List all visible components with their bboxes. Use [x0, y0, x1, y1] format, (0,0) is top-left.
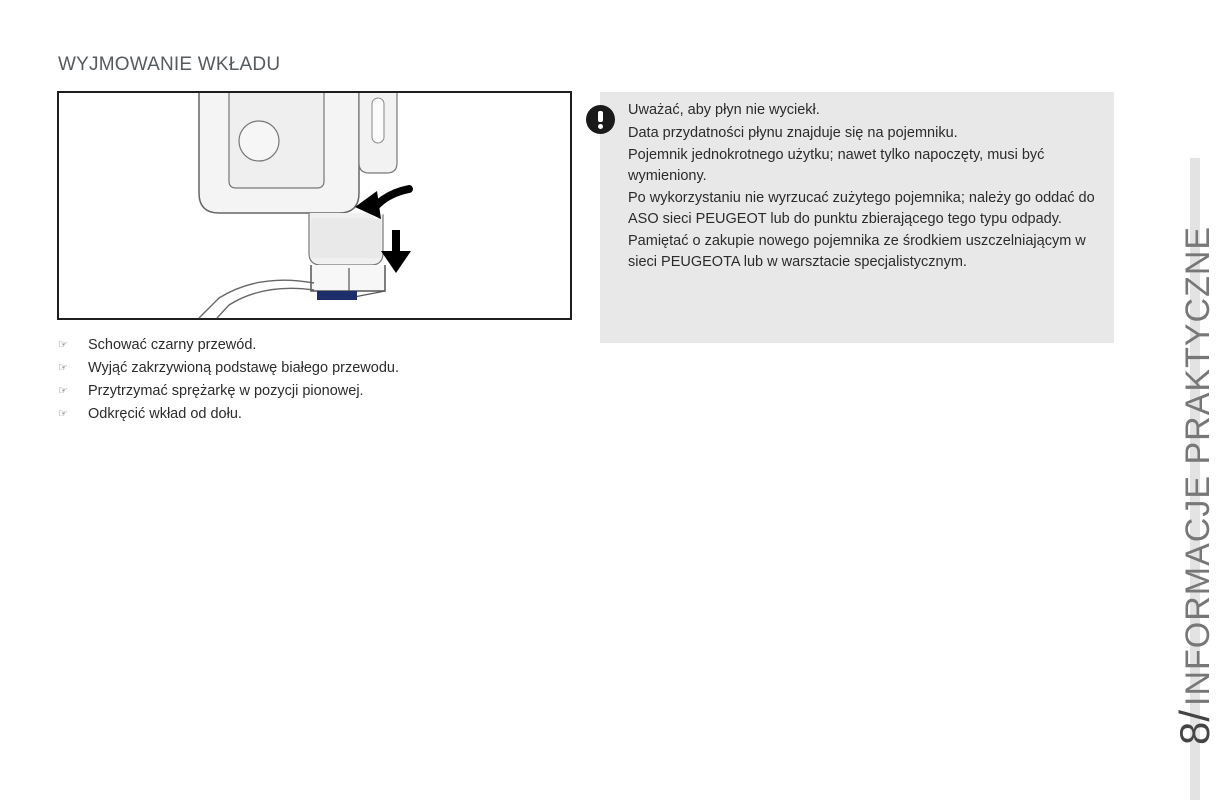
- pointing-hand-icon: ☞: [58, 408, 68, 420]
- chapter-name: INFORMACJE PRAKTYCZNE: [1179, 225, 1217, 706]
- warning-line: Data przydatności płynu znajduje się na pojemniku.: [628, 124, 958, 141]
- list-item: [58, 357, 399, 380]
- warning-line: Pamiętać o zakupie nowego pojemnika ze środkiem uszczelniającym w sieci PEUGEOTA lub w warsztacie specjalistycznym.: [628, 233, 1086, 270]
- step-text: Przytrzymać sprężarkę w pozycji pionowej.: [88, 383, 364, 399]
- exclamation-icon: [586, 105, 615, 134]
- chapter-title: [1171, 225, 1218, 745]
- warning-line: Pojemnik jednokrotnego użytku; nawet tylko napoczęty, musi być wymieniony.: [628, 147, 1045, 184]
- warning-text: [628, 100, 1103, 274]
- chapter-number: 8: [1171, 721, 1218, 745]
- warning-line: Po wykorzystaniu nie wyrzucać zużytego pojemnika; należy go oddać do ASO sieci PEUGEOT lub do punktu zbierającego tego typu odpady.: [628, 190, 1095, 227]
- list-item: [58, 380, 399, 403]
- cartridge-removal-illustration: [57, 91, 572, 320]
- chapter-slash: /: [1171, 709, 1218, 722]
- list-item: [58, 334, 399, 357]
- pointing-hand-icon: ☞: [58, 385, 68, 397]
- list-item: [58, 403, 399, 426]
- instruction-list: [58, 334, 399, 426]
- section-title: WYJMOWANIE WKŁADU: [58, 54, 281, 75]
- step-text: Wyjąć zakrzywioną podstawę białego przewodu.: [88, 360, 399, 376]
- warning-box: [600, 92, 1114, 343]
- step-text: Schować czarny przewód.: [88, 337, 257, 353]
- warning-line: Uważać, aby płyn nie wyciekł.: [628, 102, 820, 118]
- pointing-hand-icon: ☞: [58, 339, 68, 351]
- pointing-hand-icon: ☞: [58, 362, 68, 374]
- step-text: Odkręcić wkład od dołu.: [88, 406, 242, 422]
